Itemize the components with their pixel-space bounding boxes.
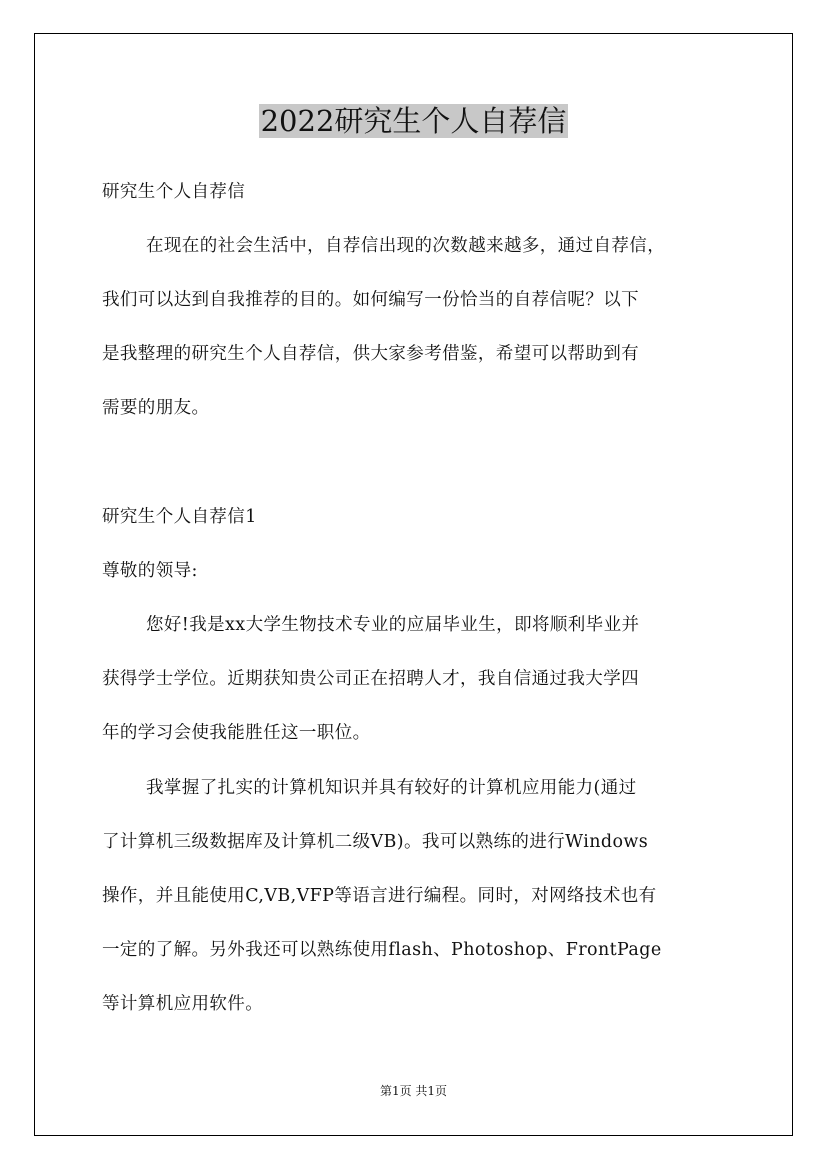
intro-line-4: 需要的朋友。 [102, 398, 210, 418]
document-title [0, 101, 827, 141]
subtitle: 研究生个人自荐信 [102, 182, 246, 202]
para2-line-1: 我掌握了扎实的计算机知识并具有较好的计算机应用能力(通过 [146, 778, 637, 798]
para1-line-2: 获得学士学位。近期获知贵公司正在招聘人才，我自信通过我大学四 [102, 669, 639, 689]
para2-line-5: 等计算机应用软件。 [102, 994, 264, 1014]
intro-line-3: 是我整理的研究生个人自荐信，供大家参考借鉴，希望可以帮助到有 [102, 344, 639, 364]
para1-line-1: 您好!我是xx大学生物技术专业的应届毕业生，即将顺利毕业并 [146, 615, 640, 635]
para2-line-2: 了计算机三级数据库及计算机二级VB)。我可以熟练的进行Windows [102, 832, 649, 852]
salutation: 尊敬的领导: [102, 561, 198, 581]
page-footer: 第1页 共1页 [379, 1084, 448, 1098]
para2-line-3: 操作，并且能使用C,VB,VFP等语言进行编程。同时，对网络技术也有 [102, 886, 657, 906]
para2-line-4: 一定的了解。另外我还可以熟练使用flash、Photoshop、FrontPage [102, 940, 662, 960]
intro-line-1: 在现在的社会生活中，自荐信出现的次数越来越多，通过自荐信， [146, 236, 666, 256]
para1-line-3: 年的学习会使我能胜任这一职位。 [102, 723, 371, 743]
intro-line-2: 我们可以达到自我推荐的目的。如何编写一份恰当的自荐信呢？以下 [102, 290, 639, 310]
document-title-text: 2022研究生个人自荐信 [260, 104, 567, 138]
section-heading: 研究生个人自荐信1 [102, 507, 257, 527]
